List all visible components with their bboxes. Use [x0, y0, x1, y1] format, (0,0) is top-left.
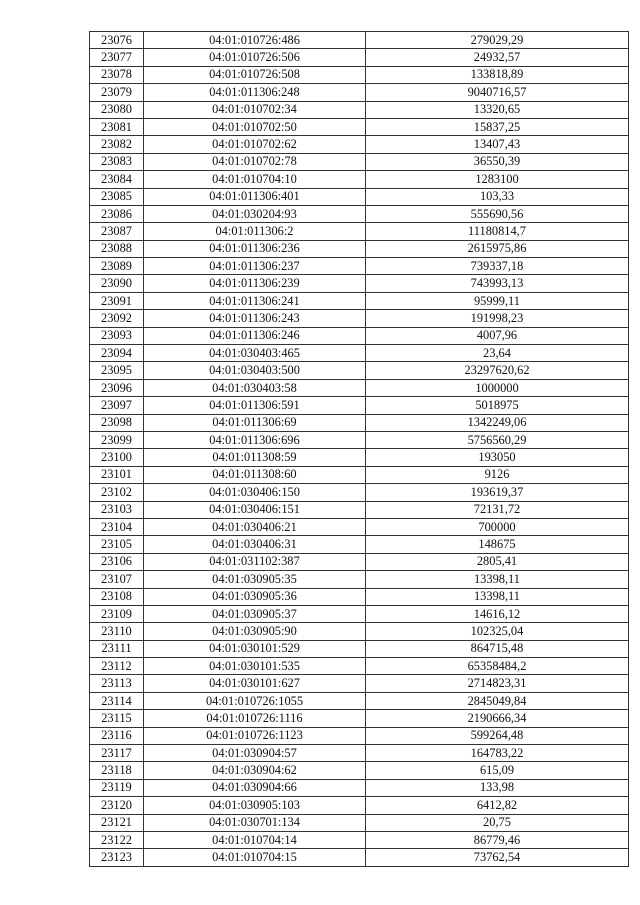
cadastral-number-cell: 04:01:030406:21 — [144, 518, 366, 535]
row-number-cell: 23111 — [90, 640, 144, 657]
table-row — [90, 762, 629, 779]
table-row — [90, 205, 629, 222]
value-cell: 279029,29 — [366, 32, 629, 49]
cadastral-number-cell: 04:01:010726:506 — [144, 49, 366, 66]
value-cell: 4007,96 — [366, 327, 629, 344]
table-row — [90, 49, 629, 66]
cadastral-number-cell: 04:01:011306:591 — [144, 397, 366, 414]
cadastral-number-cell: 04:01:011306:248 — [144, 84, 366, 101]
cadastral-number-cell: 04:01:010726:1123 — [144, 727, 366, 744]
value-cell: 11180814,7 — [366, 223, 629, 240]
value-cell: 2805,41 — [366, 553, 629, 570]
value-cell: 1000000 — [366, 379, 629, 396]
cadastral-number-cell: 04:01:010704:15 — [144, 849, 366, 866]
value-cell: 615,09 — [366, 762, 629, 779]
table-row — [90, 814, 629, 831]
row-number-cell: 23107 — [90, 571, 144, 588]
value-cell: 133,98 — [366, 779, 629, 796]
value-cell: 73762,54 — [366, 849, 629, 866]
cadastral-number-cell: 04:01:010726:508 — [144, 66, 366, 83]
table-row — [90, 831, 629, 848]
value-cell: 700000 — [366, 518, 629, 535]
value-cell: 164783,22 — [366, 745, 629, 762]
row-number-cell: 23121 — [90, 814, 144, 831]
cadastral-number-cell: 04:01:030406:31 — [144, 536, 366, 553]
table-row — [90, 449, 629, 466]
row-number-cell: 23104 — [90, 518, 144, 535]
row-number-cell: 23109 — [90, 605, 144, 622]
value-cell: 743993,13 — [366, 275, 629, 292]
table-row — [90, 797, 629, 814]
table-row — [90, 658, 629, 675]
cadastral-number-cell: 04:01:011306:246 — [144, 327, 366, 344]
cadastral-number-cell: 04:01:031102:387 — [144, 553, 366, 570]
value-cell: 133818,89 — [366, 66, 629, 83]
table-row — [90, 727, 629, 744]
table-row — [90, 292, 629, 309]
row-number-cell: 23118 — [90, 762, 144, 779]
value-cell: 2714823,31 — [366, 675, 629, 692]
cadastral-number-cell: 04:01:011306:239 — [144, 275, 366, 292]
cadastral-number-cell: 04:01:011306:69 — [144, 414, 366, 431]
value-cell: 15837,25 — [366, 118, 629, 135]
value-cell: 1342249,06 — [366, 414, 629, 431]
row-number-cell: 23116 — [90, 727, 144, 744]
table-row — [90, 501, 629, 518]
table-row — [90, 431, 629, 448]
table-row — [90, 118, 629, 135]
value-cell: 193619,37 — [366, 484, 629, 501]
row-number-cell: 23079 — [90, 84, 144, 101]
row-number-cell: 23096 — [90, 379, 144, 396]
value-cell: 2615975,86 — [366, 240, 629, 257]
value-cell: 13320,65 — [366, 101, 629, 118]
cadastral-number-cell: 04:01:030101:535 — [144, 658, 366, 675]
cadastral-number-cell: 04:01:010702:34 — [144, 101, 366, 118]
row-number-cell: 23094 — [90, 345, 144, 362]
cadastral-number-cell: 04:01:011306:237 — [144, 258, 366, 275]
value-cell: 36550,39 — [366, 153, 629, 170]
table-row — [90, 327, 629, 344]
cadastral-value-table — [89, 31, 629, 867]
row-number-cell: 23081 — [90, 118, 144, 135]
cadastral-number-cell: 04:01:030905:37 — [144, 605, 366, 622]
table-row — [90, 275, 629, 292]
value-cell: 23,64 — [366, 345, 629, 362]
table-row — [90, 188, 629, 205]
cadastral-number-cell: 04:01:010702:78 — [144, 153, 366, 170]
cadastral-number-cell: 04:01:030403:500 — [144, 362, 366, 379]
row-number-cell: 23123 — [90, 849, 144, 866]
value-cell: 65358484,2 — [366, 658, 629, 675]
value-cell: 864715,48 — [366, 640, 629, 657]
value-cell: 13407,43 — [366, 136, 629, 153]
row-number-cell: 23103 — [90, 501, 144, 518]
table-row — [90, 345, 629, 362]
table-row — [90, 745, 629, 762]
value-cell: 2190666,34 — [366, 710, 629, 727]
row-number-cell: 23091 — [90, 292, 144, 309]
table-row — [90, 710, 629, 727]
value-cell: 148675 — [366, 536, 629, 553]
value-cell: 23297620,62 — [366, 362, 629, 379]
cadastral-number-cell: 04:01:030403:58 — [144, 379, 366, 396]
row-number-cell: 23119 — [90, 779, 144, 796]
row-number-cell: 23113 — [90, 675, 144, 692]
cadastral-number-cell: 04:01:011306:241 — [144, 292, 366, 309]
value-cell: 24932,57 — [366, 49, 629, 66]
row-number-cell: 23089 — [90, 258, 144, 275]
table-row — [90, 571, 629, 588]
cadastral-number-cell: 04:01:011308:59 — [144, 449, 366, 466]
table-row — [90, 640, 629, 657]
value-cell: 599264,48 — [366, 727, 629, 744]
row-number-cell: 23080 — [90, 101, 144, 118]
value-cell: 72131,72 — [366, 501, 629, 518]
cadastral-number-cell: 04:01:030905:35 — [144, 571, 366, 588]
value-cell: 103,33 — [366, 188, 629, 205]
value-cell: 14616,12 — [366, 605, 629, 622]
table-row — [90, 484, 629, 501]
table-row — [90, 779, 629, 796]
cadastral-number-cell: 04:01:030905:36 — [144, 588, 366, 605]
table-row — [90, 66, 629, 83]
row-number-cell: 23110 — [90, 623, 144, 640]
value-cell: 5018975 — [366, 397, 629, 414]
row-number-cell: 23093 — [90, 327, 144, 344]
row-number-cell: 23115 — [90, 710, 144, 727]
value-cell: 5756560,29 — [366, 431, 629, 448]
row-number-cell: 23078 — [90, 66, 144, 83]
row-number-cell: 23099 — [90, 431, 144, 448]
value-cell: 13398,11 — [366, 571, 629, 588]
cadastral-number-cell: 04:01:010726:486 — [144, 32, 366, 49]
cadastral-number-cell: 04:01:030406:150 — [144, 484, 366, 501]
cadastral-number-cell: 04:01:010702:62 — [144, 136, 366, 153]
row-number-cell: 23108 — [90, 588, 144, 605]
table-row — [90, 849, 629, 866]
value-cell: 86779,46 — [366, 831, 629, 848]
row-number-cell: 23122 — [90, 831, 144, 848]
cadastral-number-cell: 04:01:011308:60 — [144, 466, 366, 483]
table-row — [90, 101, 629, 118]
row-number-cell: 23085 — [90, 188, 144, 205]
row-number-cell: 23101 — [90, 466, 144, 483]
value-cell: 1283100 — [366, 171, 629, 188]
table-row — [90, 675, 629, 692]
row-number-cell: 23095 — [90, 362, 144, 379]
cadastral-number-cell: 04:01:011306:243 — [144, 310, 366, 327]
table-row — [90, 536, 629, 553]
row-number-cell: 23112 — [90, 658, 144, 675]
row-number-cell: 23100 — [90, 449, 144, 466]
cadastral-number-cell: 04:01:030905:90 — [144, 623, 366, 640]
row-number-cell: 23086 — [90, 205, 144, 222]
row-number-cell: 23120 — [90, 797, 144, 814]
value-cell: 191998,23 — [366, 310, 629, 327]
value-cell: 739337,18 — [366, 258, 629, 275]
cadastral-number-cell: 04:01:010726:1116 — [144, 710, 366, 727]
row-number-cell: 23082 — [90, 136, 144, 153]
table-row — [90, 171, 629, 188]
cadastral-number-cell: 04:01:030905:103 — [144, 797, 366, 814]
cadastral-number-cell: 04:01:030204:93 — [144, 205, 366, 222]
value-cell: 2845049,84 — [366, 692, 629, 709]
table-row — [90, 240, 629, 257]
row-number-cell: 23092 — [90, 310, 144, 327]
cadastral-number-cell: 04:01:010704:14 — [144, 831, 366, 848]
value-cell: 9126 — [366, 466, 629, 483]
table-row — [90, 623, 629, 640]
table-row — [90, 466, 629, 483]
row-number-cell: 23097 — [90, 397, 144, 414]
row-number-cell: 23102 — [90, 484, 144, 501]
table-row — [90, 397, 629, 414]
table-row — [90, 518, 629, 535]
table-row — [90, 588, 629, 605]
row-number-cell: 23088 — [90, 240, 144, 257]
value-cell: 20,75 — [366, 814, 629, 831]
row-number-cell: 23076 — [90, 32, 144, 49]
value-cell: 102325,04 — [366, 623, 629, 640]
row-number-cell: 23084 — [90, 171, 144, 188]
cadastral-number-cell: 04:01:030701:134 — [144, 814, 366, 831]
table-row — [90, 379, 629, 396]
cadastral-number-cell: 04:01:030904:66 — [144, 779, 366, 796]
row-number-cell: 23083 — [90, 153, 144, 170]
value-cell: 95999,11 — [366, 292, 629, 309]
row-number-cell: 23106 — [90, 553, 144, 570]
cadastral-number-cell: 04:01:010702:50 — [144, 118, 366, 135]
value-cell: 555690,56 — [366, 205, 629, 222]
table-row — [90, 258, 629, 275]
row-number-cell: 23117 — [90, 745, 144, 762]
table-row — [90, 32, 629, 49]
table-body — [90, 32, 629, 867]
row-number-cell: 23098 — [90, 414, 144, 431]
table-row — [90, 605, 629, 622]
cadastral-number-cell: 04:01:030403:465 — [144, 345, 366, 362]
value-cell: 13398,11 — [366, 588, 629, 605]
cadastral-number-cell: 04:01:011306:401 — [144, 188, 366, 205]
cadastral-number-cell: 04:01:011306:696 — [144, 431, 366, 448]
table-row — [90, 223, 629, 240]
value-cell: 193050 — [366, 449, 629, 466]
cadastral-number-cell: 04:01:030904:57 — [144, 745, 366, 762]
cadastral-number-cell: 04:01:030101:529 — [144, 640, 366, 657]
row-number-cell: 23077 — [90, 49, 144, 66]
table-row — [90, 692, 629, 709]
value-cell: 9040716,57 — [366, 84, 629, 101]
row-number-cell: 23087 — [90, 223, 144, 240]
table-row — [90, 136, 629, 153]
table-row — [90, 84, 629, 101]
table-row — [90, 362, 629, 379]
value-cell: 6412,82 — [366, 797, 629, 814]
table-row — [90, 310, 629, 327]
cadastral-number-cell: 04:01:011306:2 — [144, 223, 366, 240]
row-number-cell: 23090 — [90, 275, 144, 292]
row-number-cell: 23105 — [90, 536, 144, 553]
table-row — [90, 414, 629, 431]
cadastral-number-cell: 04:01:030904:62 — [144, 762, 366, 779]
cadastral-number-cell: 04:01:010704:10 — [144, 171, 366, 188]
row-number-cell: 23114 — [90, 692, 144, 709]
cadastral-number-cell: 04:01:030101:627 — [144, 675, 366, 692]
cadastral-number-cell: 04:01:030406:151 — [144, 501, 366, 518]
cadastral-number-cell: 04:01:010726:1055 — [144, 692, 366, 709]
table-row — [90, 153, 629, 170]
cadastral-number-cell: 04:01:011306:236 — [144, 240, 366, 257]
table-row — [90, 553, 629, 570]
